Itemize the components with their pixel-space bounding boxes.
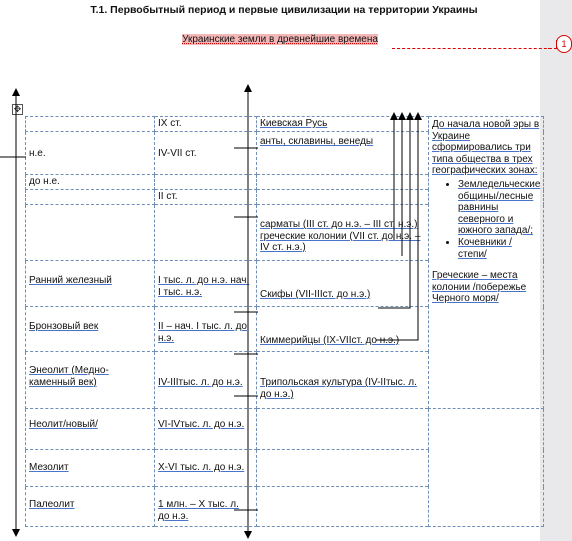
- table-move-handle-icon[interactable]: ✥: [13, 104, 22, 114]
- connector-arrow: [376, 116, 418, 340]
- list-item: • Земледельческие общины/лесные равнины северного и южного запада/;: [458, 179, 540, 237]
- table-cell[interactable]: н.е.: [26, 132, 155, 175]
- page-title: Т.1. Первобытный период и первые цивилизации на территории Украины: [90, 4, 478, 16]
- right-intro-text: До начала новой эры в Украине сформировались три типа общества в трех географических зонах:: [432, 119, 540, 177]
- table-cell[interactable]: II – нач. I тыс. л. до н.э.: [155, 307, 257, 352]
- table-cell[interactable]: Мезолит: [26, 450, 155, 487]
- list-item: • Кочевники /степи/: [458, 237, 540, 260]
- table-cell[interactable]: Неолит/новый/: [26, 409, 155, 450]
- table-cell[interactable]: Киммерийцы (IX-VIIст. до н.э.): [257, 307, 429, 352]
- table-cell[interactable]: Ранний железный: [26, 261, 155, 307]
- comment-marker[interactable]: 1: [556, 35, 572, 53]
- table-cell[interactable]: Энеолит (Медно-каменный век): [26, 352, 155, 409]
- table-cell[interactable]: до н.е.: [26, 175, 155, 190]
- table-cell[interactable]: VI-IVтыс. л. до н.э.: [155, 409, 257, 450]
- table-cell[interactable]: Бронзовый век: [26, 307, 155, 352]
- subtitle-text: Украинские земли в древнейшие времена: [182, 34, 378, 45]
- table-cell[interactable]: IX ст.: [155, 117, 257, 132]
- table-cell[interactable]: Палеолит: [26, 487, 155, 527]
- right-outro-text: Греческие – места колонии /побережье Черного моря/: [432, 270, 527, 305]
- table-cell[interactable]: II ст.: [155, 190, 257, 205]
- table-cell[interactable]: IV-IIIтыс. л. до н.э.: [155, 352, 257, 409]
- table-cell[interactable]: анты, склавины, венеды: [257, 132, 429, 175]
- table-cell[interactable]: сарматы (III ст. до н.э. – III ст. н.э.) греческие колонии (VII ст. до н.э. –IV ст. н.э.): [257, 205, 429, 261]
- table-cell[interactable]: I тыс. л. до н.э. нач. I тыс. н.э.: [155, 261, 257, 307]
- table-cell[interactable]: 1 млн. – X тыс. л. до н.э.: [155, 487, 257, 527]
- table-cell[interactable]: Киевская Русь: [257, 117, 429, 132]
- table-cell[interactable]: X-VI тыс. л. до н.э.: [155, 450, 257, 487]
- table-cell[interactable]: Трипольская культура (IV-IIтыс. л. до н.э.): [257, 352, 429, 409]
- table-cell[interactable]: IV-VII ст.: [155, 132, 257, 175]
- table-cell[interactable]: Скифы (VII-IIIст. до н.э.): [257, 261, 429, 307]
